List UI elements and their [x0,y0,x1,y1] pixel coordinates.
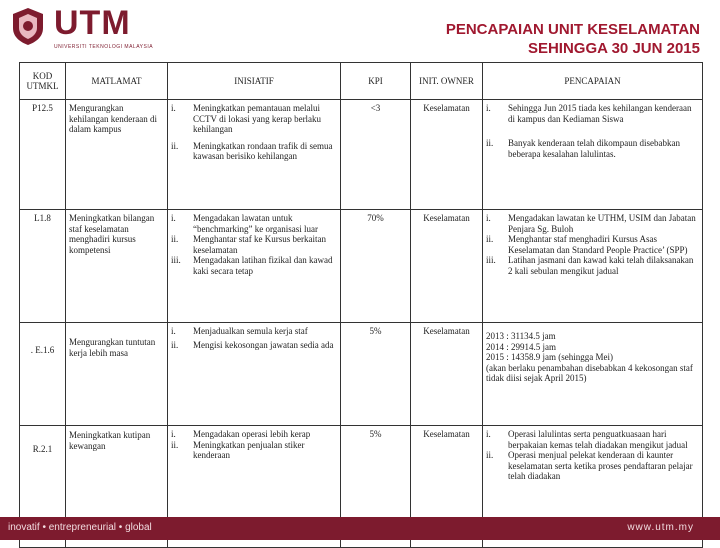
achievement-table [19,62,703,548]
item-number: i. [171,326,176,336]
cell-inisiatif [168,323,341,426]
logo-subtitle: UNIVERSITI TEKNOLOGI MALAYSIA [54,44,154,50]
item-number: i. [171,103,176,113]
pencapaian-line: 2014 : 29914.5 jam [486,341,556,352]
item-text: Operasi lalulintas serta penguatkuasaan hari berpakaian kemas telah diadakan mengikut jadual [508,429,688,450]
list-item [171,103,337,135]
footer-url[interactable]: www.utm.my [627,522,694,533]
item-text: Mengadakan latihan fizikal dan kawad kaki secara tetap [193,255,333,276]
cell-pencapaian [483,323,703,426]
item-number: ii. [171,234,179,244]
cell-owner: Keselamatan [411,210,483,323]
cell-kpi: <3 [341,100,411,210]
cell-matlamat: Meningkatkan bilangan staf keselamatan menghadiri kursus kompetensi [66,210,168,323]
cell-pencapaian [483,210,703,323]
cell-owner: Keselamatan [411,426,483,548]
cell-kod: P12.5 [20,100,66,210]
list-item [486,450,699,482]
cell-inisiatif [168,100,341,210]
item-number: i. [486,429,491,439]
utm-logo [10,4,190,54]
cell-owner: Keselamatan [411,100,483,210]
list-item [486,213,699,234]
item-text: Meningkatkan pemantauan melalui CCTV di lokasi yang kerap berlaku kehilangan [193,103,322,134]
cell-kpi: 70% [341,210,411,323]
item-number: iii. [486,255,496,265]
list-item [171,213,337,234]
item-text: Meningkatkan rondaan trafik di semua kawasan berisiko kehilangan [193,140,333,161]
list-item [486,138,699,159]
item-number: i. [486,213,491,223]
item-number: ii. [486,138,494,148]
table-row [20,100,703,210]
pencapaian-line: (akan berlaku penambahan disebabkan 4 kekosongan staf tidak diisi sejak April 2015) [486,362,693,383]
cell-matlamat: Meningkatkan kutipan kewangan [66,426,168,548]
item-number: ii. [486,450,494,460]
cell-kod: L1.8 [20,210,66,323]
header-pencapaian: PENCAPAIAN [483,63,703,100]
list-item [171,326,337,337]
item-number: i. [486,103,491,113]
list-item [171,234,337,255]
list-item [171,255,337,276]
cell-kod: R.2.1 [20,426,66,548]
list-item [486,103,699,124]
table-row [20,323,703,426]
item-text: Menghantar staf ke Kursus berkaitan keselamatan [193,234,326,255]
cell-inisiatif [168,210,341,323]
item-text: Mengadakan lawatan untuk “benchmarking” ke organisasi luar [193,213,319,234]
cell-kod: . E.1.6 [20,323,66,426]
item-text: Menjadualkan semula kerja staf [193,326,308,336]
cell-owner: Keselamatan [411,323,483,426]
header-matlamat: MATLAMAT [66,63,168,100]
list-item [486,255,699,276]
item-text: Meningkatkan penjualan stiker kenderaan [193,439,305,460]
list-item [486,429,699,450]
cell-kpi: 5% [341,426,411,548]
title-line-1: PENCAPAIAN UNIT KESELAMATAN [445,21,700,38]
page-title [446,20,700,58]
pencapaian-line: 2015 : 14358.9 jam (sehingga Mei) [486,352,613,362]
footer-bar [0,517,720,540]
cell-matlamat: Mengurangkan kehilangan kenderaan di dalam kampus [66,100,168,210]
cell-matlamat: Mengurangkan tuntutan kerja lebih masa [66,323,168,426]
footer-tagline: inovatif • entrepreneurial • global [8,522,152,533]
utm-crest-icon [10,6,46,46]
list-item [171,440,337,461]
list-item [171,340,337,351]
item-number: ii. [171,339,179,350]
table-row [20,210,703,323]
header-kod: KOD UTMKL [20,63,66,100]
table-header-row [20,63,703,100]
item-text: Operasi menjual pelekat kenderaan di kaunter keselamatan serta ketika proses pendaftaran pelajar telah diadakan [508,450,693,481]
item-number: ii. [171,140,179,151]
item-text: Mengisi kekosongan jawatan sedia ada [193,339,334,350]
item-number: ii. [486,234,494,244]
header-kpi: KPI [341,63,411,100]
header-owner: INIT. OWNER [411,63,483,100]
item-number: i. [171,213,176,223]
item-text: Banyak kenderaan telah dikompaun disebabkan beberapa kesalahan lalulintas. [508,138,680,159]
header-inisiatif: INISIATIF [168,63,341,100]
item-text: Sehingga Jun 2015 tiada kes kehilangan kenderaan di kampus dan Kediaman Siswa [508,103,692,124]
list-item [171,141,337,162]
list-item [486,234,699,255]
item-number: iii. [171,255,181,265]
cell-kpi: 5% [341,323,411,426]
item-number: ii. [171,439,179,450]
item-number: i. [171,429,176,439]
item-text: Latihan jasmani dan kawad kaki telah dilaksanakan 2 kali sebulan mengikut jadual [508,255,694,276]
title-line-2: SEHINGGA 30 JUN 2015 [527,40,700,57]
pencapaian-line: 2013 : 31134.5 jam [486,331,556,341]
logo-wordmark: UTM [54,4,131,42]
item-text: Mengadakan lawatan ke UTHM, USIM dan Jabatan Penjara Sg. Buloh [508,213,696,234]
item-text: Menghantar staf menghadiri Kursus Asas Keselamatan dan Standard People Practice’ (SPP) [508,234,688,255]
cell-pencapaian [483,100,703,210]
list-item [171,429,337,440]
item-text: Mengadakan operasi lebih kerap [193,429,311,439]
